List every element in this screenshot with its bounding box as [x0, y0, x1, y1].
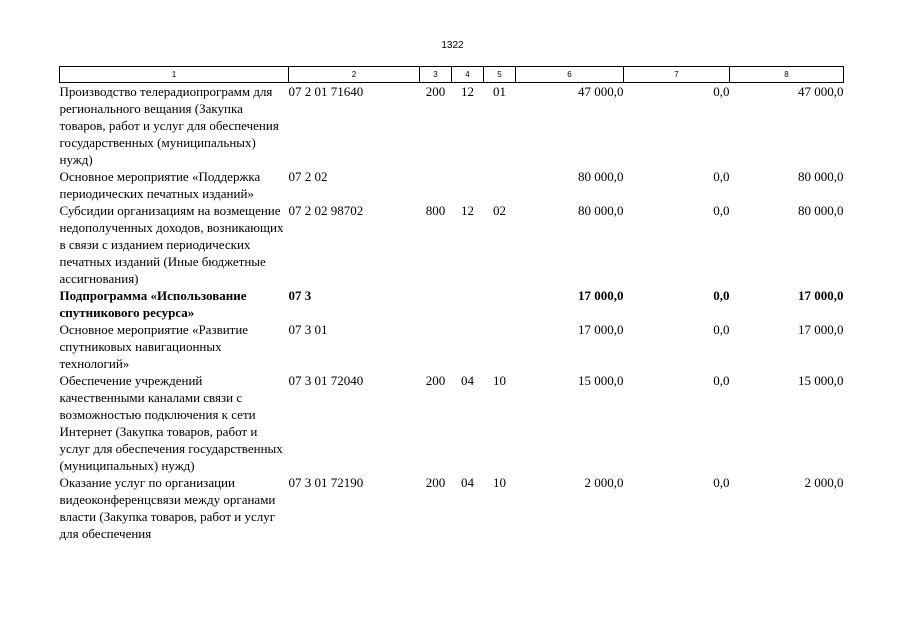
row-name: Подпрограмма «Использование спутникового ресурса» — [59, 288, 247, 320]
row-amount-col7: 0,0 — [713, 475, 730, 490]
row-amount-total: 47 000,0 — [578, 84, 624, 99]
row-code: 07 3 — [288, 288, 312, 303]
row-amount-col7: 0,0 — [713, 169, 730, 184]
row-amount-total: 80 000,0 — [578, 169, 624, 184]
col-header-4: 4 — [452, 67, 484, 83]
col-header-7: 7 — [624, 67, 730, 83]
row-subsection — [484, 321, 516, 372]
row-section — [452, 321, 484, 372]
row-amount-total: 2 000,0 — [584, 475, 624, 490]
row-amount-total: 80 000,0 — [578, 203, 624, 218]
row-amount-total: 17 000,0 — [578, 288, 624, 303]
row-code: 07 2 02 98702 — [288, 203, 364, 218]
row-code: 07 2 01 71640 — [288, 84, 364, 99]
row-expense-type — [420, 287, 452, 321]
row-subsection — [484, 287, 516, 321]
row-subsection: 01 — [493, 84, 506, 99]
row-amount-col8: 17 000,0 — [798, 322, 844, 337]
row-amount-col8: 80 000,0 — [798, 169, 844, 184]
col-header-1: 1 — [60, 67, 289, 83]
table-row — [60, 321, 844, 372]
col-header-8: 8 — [730, 67, 844, 83]
row-amount-col7: 0,0 — [713, 373, 730, 388]
row-expense-type — [420, 168, 452, 202]
row-code: 07 2 02 — [288, 169, 328, 184]
table-row-subprogram — [60, 287, 844, 321]
row-name: Основное мероприятие «Развитие спутниковых навигационных технологий» — [59, 322, 249, 371]
row-subsection — [484, 168, 516, 202]
row-code: 07 3 01 72040 — [288, 373, 364, 388]
row-name: Оказание услуг по организации видеоконференцсвязи между органами власти (Закупка товаров, работ и услуг для обеспечения — [59, 475, 276, 541]
row-name: Субсидии организациям на возмещение недополученных доходов, возникающих в связи с изданием периодических печатных изданий (Иные бюджетные ассигнования) — [59, 203, 284, 286]
row-amount-col8: 17 000,0 — [798, 288, 844, 303]
row-section — [452, 168, 484, 202]
row-expense-type: 200 — [425, 373, 446, 388]
row-amount-col7: 0,0 — [713, 288, 730, 303]
row-code: 07 3 01 — [288, 322, 328, 337]
row-section — [452, 287, 484, 321]
row-amount-col8: 47 000,0 — [798, 84, 844, 99]
budget-table — [59, 66, 844, 542]
table-row — [60, 474, 844, 542]
row-amount-col7: 0,0 — [713, 322, 730, 337]
row-subsection: 02 — [493, 203, 506, 218]
col-header-3: 3 — [420, 67, 452, 83]
row-section: 04 — [461, 475, 474, 490]
table-row — [60, 168, 844, 202]
row-name: Основное мероприятие «Поддержка периодических печатных изданий» — [59, 169, 261, 201]
table-row — [60, 202, 844, 287]
table-row — [60, 372, 844, 474]
row-name: Обеспечение учреждений качественными каналами связи с возможностью подключения к сети Интернет (Закупка товаров, работ и услуг для обеспечения государственных (муниципальных) нужд) — [59, 373, 283, 473]
row-section: 12 — [461, 84, 474, 99]
row-subsection: 10 — [493, 373, 506, 388]
row-code: 07 3 01 72190 — [288, 475, 364, 490]
row-amount-col7: 0,0 — [713, 203, 730, 218]
row-amount-col8: 2 000,0 — [804, 475, 844, 490]
row-expense-type — [420, 321, 452, 372]
row-expense-type: 200 — [425, 84, 446, 99]
row-amount-col8: 80 000,0 — [798, 203, 844, 218]
table-header-row — [60, 67, 844, 83]
row-amount-total: 15 000,0 — [578, 373, 624, 388]
row-expense-type: 800 — [425, 203, 446, 218]
row-expense-type: 200 — [425, 475, 446, 490]
row-amount-col8: 15 000,0 — [798, 373, 844, 388]
row-subsection: 10 — [493, 475, 506, 490]
row-name: Производство телерадиопрограмм для регионального вещания (Закупка товаров, работ и услуг для обеспечения государственных (муниципальных) нужд) — [59, 84, 279, 167]
col-header-5: 5 — [484, 67, 516, 83]
table-row — [60, 83, 844, 169]
row-amount-col7: 0,0 — [713, 84, 730, 99]
row-amount-total: 17 000,0 — [578, 322, 624, 337]
page-number: 1322 — [441, 40, 464, 51]
row-section: 12 — [461, 203, 474, 218]
col-header-2: 2 — [289, 67, 420, 83]
col-header-6: 6 — [516, 67, 624, 83]
row-section: 04 — [461, 373, 474, 388]
